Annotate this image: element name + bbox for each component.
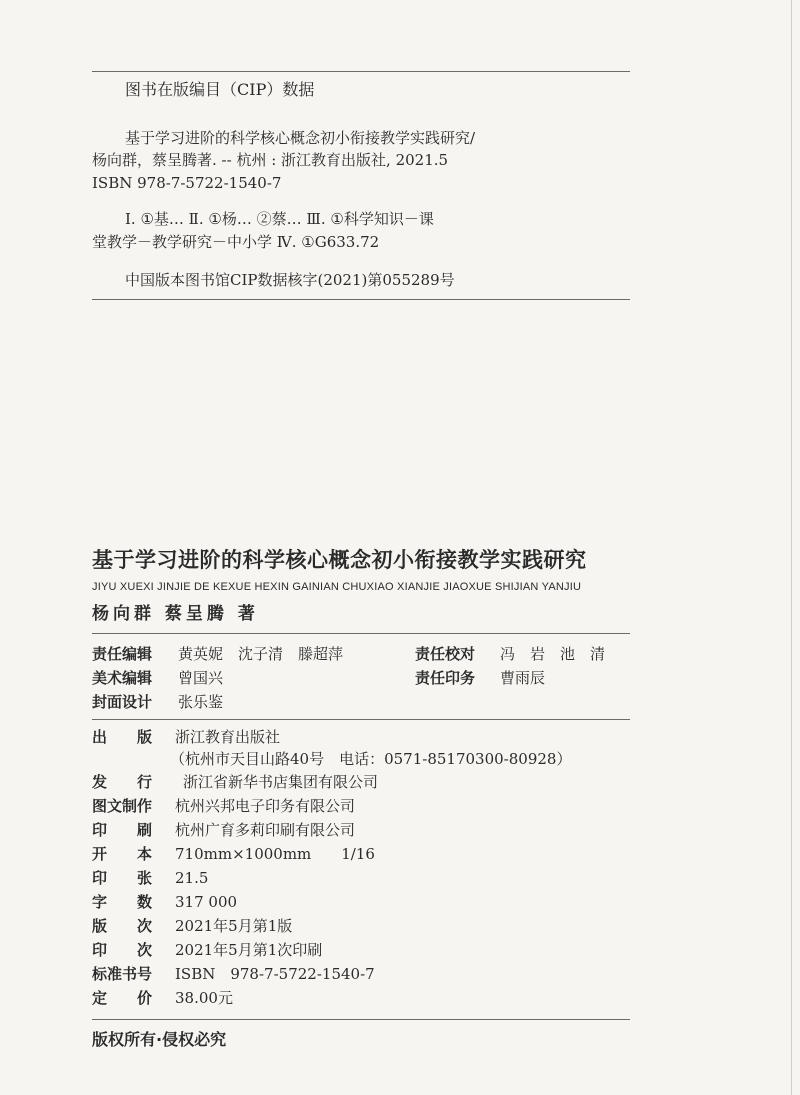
print-manager-value: 曹雨辰 bbox=[500, 669, 546, 687]
printer-value: 杭州广育多莉印刷有限公司 bbox=[175, 821, 356, 839]
cip-data-number: 中国版本图书馆CIP数据核字(2021)第055289号 bbox=[125, 271, 455, 289]
art-editor-value: 曾国兴 bbox=[178, 669, 224, 687]
book-authors: 杨向群 蔡呈腾 著 bbox=[92, 604, 259, 624]
format-value: 710mm×1000mm 1/16 bbox=[175, 845, 375, 863]
distributor-value: 浙江省新华书店集团有限公司 bbox=[183, 773, 379, 791]
cip-bottom-rule bbox=[92, 299, 630, 300]
format-label: 开 本 bbox=[92, 845, 153, 863]
price-value: 38.00元 bbox=[175, 989, 233, 1007]
print-manager-label: 责任印务 bbox=[415, 669, 476, 687]
cip-classification-line-2: 堂教学－教学研究－中小学 Ⅳ. ①G633.72 bbox=[92, 233, 380, 251]
isbn-label: 标准书号 bbox=[92, 965, 153, 983]
bottom-rule bbox=[92, 1019, 630, 1020]
cip-author-publisher-line: 杨向群，蔡呈腾著. -- 杭州 : 浙江教育出版社, 2021.5 bbox=[92, 151, 449, 169]
distributor-label: 发 行 bbox=[92, 773, 153, 791]
sheets-value: 21.5 bbox=[175, 869, 209, 887]
cover-design-value: 张乐鉴 bbox=[178, 693, 224, 711]
cip-isbn-line: ISBN 978-7-5722-1540-7 bbox=[92, 174, 282, 192]
book-title: 基于学习进阶的科学核心概念初小衔接教学实践研究 bbox=[92, 548, 587, 572]
word-count-value: 317 000 bbox=[175, 893, 238, 911]
word-count-label: 字 数 bbox=[92, 893, 153, 911]
cip-classification-line: Ⅰ. ①基… Ⅱ. ①杨… ②蔡… Ⅲ. ①科学知识－课 bbox=[125, 210, 434, 228]
art-editor-label: 美术编辑 bbox=[92, 669, 153, 687]
edition-label: 版 次 bbox=[92, 917, 153, 935]
publisher-label: 出 版 bbox=[92, 728, 153, 746]
typesetting-value: 杭州兴邦电子印务有限公司 bbox=[175, 797, 356, 815]
book-title-pinyin: JIYU XUEXI JINJIE DE KEXUE HEXIN GAINIAN CHUXIAO XIANJIE JIAOXUE SHIJIAN YANJIU bbox=[92, 581, 582, 593]
typesetting-label: 图文制作 bbox=[92, 797, 153, 815]
cip-title: 图书在版编目（CIP）数据 bbox=[125, 80, 315, 99]
page-edge bbox=[791, 0, 792, 1095]
cip-top-rule bbox=[92, 71, 630, 72]
title-rule bbox=[92, 633, 630, 634]
editor-value: 黄英妮 沈子清 滕超萍 bbox=[178, 645, 344, 663]
isbn-value: ISBN 978-7-5722-1540-7 bbox=[175, 965, 375, 983]
cip-book-title-line: 基于学习进阶的科学核心概念初小衔接教学实践研究/ bbox=[125, 129, 476, 147]
editor-label: 责任编辑 bbox=[92, 645, 153, 663]
publisher-value: 浙江教育出版社 bbox=[175, 728, 281, 746]
cover-design-label: 封面设计 bbox=[92, 693, 153, 711]
impression-value: 2021年5月第1次印刷 bbox=[175, 941, 323, 959]
proofreader-label: 责任校对 bbox=[415, 645, 476, 663]
sheets-label: 印 张 bbox=[92, 869, 153, 887]
printer-label: 印 刷 bbox=[92, 821, 153, 839]
edition-value: 2021年5月第1版 bbox=[175, 917, 293, 935]
copyright-notice: 版权所有·侵权必究 bbox=[92, 1030, 227, 1049]
proofreader-value: 冯 岩 池 清 bbox=[500, 645, 606, 663]
impression-label: 印 次 bbox=[92, 941, 153, 959]
publisher-address: （杭州市天目山路40号 电话：0571-85170300-80928） bbox=[170, 750, 572, 768]
price-label: 定 价 bbox=[92, 989, 153, 1007]
staff-rule bbox=[92, 719, 630, 720]
